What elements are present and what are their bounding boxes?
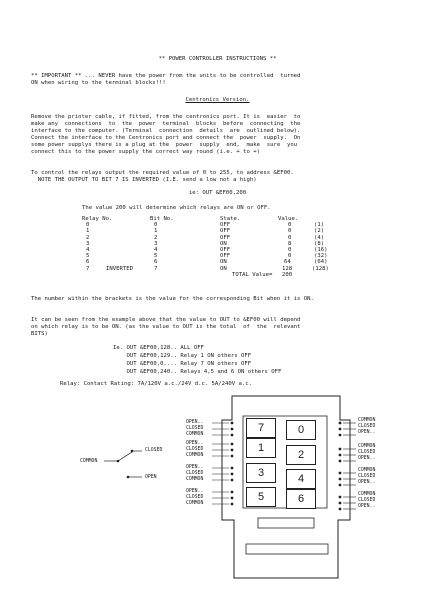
example-note-1: It can be seen from the example above that the value to OUT to &EF00 will depend	[31, 317, 301, 323]
bracket-note: The number within the brackets is the value for the corresponding Bit when it is ON.	[31, 296, 314, 302]
intro-line-4: Connect the interface to the Centronics port and connect the power supply. On	[31, 135, 301, 141]
cell-relay: 0	[86, 222, 90, 229]
example-1: Ie. OUT &EF00,128.. ALL OFF	[113, 345, 204, 351]
right-label-open: OPEN..	[358, 504, 376, 509]
cell-value: 0	[288, 253, 292, 260]
cell-note: INVERTED	[106, 265, 133, 272]
control-line-1: To control the relays output the required value of 0 to 255, to address &EF00.	[31, 170, 294, 176]
right-label-common: COMMON	[358, 468, 376, 473]
cell-bit: 7	[154, 265, 158, 272]
intro-line-1: Remove the printer cable, if fitted, from the centronics port. It is easier to	[31, 114, 301, 120]
switch-schematic	[104, 451, 142, 477]
example-command: ie: OUT &EF00,200	[188, 190, 247, 196]
header-bit: Bit No.	[150, 216, 174, 222]
cell-state: OFF	[220, 246, 231, 253]
connector-slot	[258, 518, 314, 528]
contact-rating: Relay: Contact Rating: 7A/120V a.c./24V d.c. 5A/240V a.c.	[60, 381, 252, 387]
intro-line-5: some power supplys there is a plug at the power supply end, make sure you	[31, 142, 298, 148]
cell-state: OFF	[220, 234, 231, 241]
cell-value: 0	[288, 228, 292, 235]
relay-0: 0	[286, 420, 316, 440]
example-3: OUT &EF00,0.... Relay 7 ON others OFF	[113, 361, 252, 367]
left-label-closed: CLOSED	[186, 426, 204, 431]
cell-weight: (32)	[314, 253, 328, 260]
total-value: 200	[282, 271, 293, 278]
cell-state: ON	[220, 265, 227, 272]
cell-weight: (1)	[314, 222, 325, 229]
right-label-common: COMMON	[358, 418, 376, 423]
switch-common-label: COMMON	[80, 459, 98, 464]
cell-value: 64	[284, 259, 291, 266]
switch-contacts	[117, 450, 134, 479]
relay-1: 1	[246, 438, 276, 458]
right-label-open: OPEN..	[358, 430, 376, 435]
cell-relay: 1	[86, 228, 90, 235]
cell-state: ON	[220, 240, 227, 247]
example-note-3: BITS)	[31, 331, 48, 337]
cell-relay: 6	[86, 259, 90, 266]
cell-state: OFF	[220, 228, 231, 235]
left-label-common: COMMON	[186, 477, 204, 482]
cell-bit: 6	[154, 259, 158, 266]
left-label-open: OPEN..	[186, 420, 204, 425]
cell-value: 8	[288, 240, 292, 247]
left-label-closed: CLOSED	[186, 447, 204, 452]
cell-bit: 4	[154, 246, 158, 253]
cell-weight: (16)	[314, 246, 328, 253]
intro-line-6: connect this to the power supply the correct way round (i.e. + to +)	[31, 149, 261, 155]
cell-bit: 3	[154, 240, 158, 247]
right-label-common: COMMON	[358, 492, 376, 497]
relay-4: 4	[286, 469, 316, 489]
right-label-open: OPEN..	[358, 456, 376, 461]
relay-3: 3	[246, 463, 276, 483]
switch-open-label: OPEN	[145, 475, 157, 480]
example-4: OUT &EF00,240.. Relays 4,5 and 6 ON others OFF	[113, 369, 282, 375]
header-relay: Relay No.	[82, 216, 113, 222]
header-value: Value.	[278, 216, 299, 222]
left-label-closed: CLOSED	[186, 471, 204, 476]
cell-state: ON	[220, 259, 227, 266]
example-2: OUT &EF00,129.. Relay 1 ON others OFF	[113, 353, 252, 359]
important-line-1: ** IMPORTANT ** ... NEVER have the power from the units to be controlled turned	[31, 73, 301, 79]
cell-weight: (64)	[314, 259, 328, 266]
right-label-closed: CLOSED	[358, 424, 376, 429]
cell-state: OFF	[220, 222, 231, 229]
cell-relay: 5	[86, 253, 90, 260]
important-line-2: ON when wiring to the terminal blocks!!!	[31, 80, 166, 86]
left-label-common: COMMON	[186, 432, 204, 437]
cell-value: 0	[288, 246, 292, 253]
header-state: State.	[220, 216, 241, 222]
right-label-closed: CLOSED	[358, 498, 376, 503]
left-label-open: OPEN..	[186, 489, 204, 494]
right-label-open: OPEN..	[358, 480, 376, 485]
right-label-common: COMMON	[358, 444, 376, 449]
relay-6: 6	[286, 489, 316, 509]
left-label-open: OPEN..	[186, 465, 204, 470]
switch-closed-label: CLOSED	[145, 448, 163, 453]
section-title: Centronics Version.	[185, 97, 250, 103]
total-label: TOTAL Value=	[232, 271, 273, 278]
cell-weight: (8)	[314, 240, 325, 247]
right-label-closed: CLOSED	[358, 474, 376, 479]
cell-value: 0	[288, 234, 292, 241]
cell-relay: 2	[86, 234, 90, 241]
cell-weight: (128)	[312, 265, 329, 272]
cell-value: 128	[282, 265, 293, 272]
cell-weight: (4)	[314, 234, 325, 241]
cell-weight: (2)	[314, 228, 325, 235]
left-label-common: COMMON	[186, 501, 204, 506]
left-terminals	[231, 422, 234, 506]
value-note: The value 200 will determine which relays are ON or OFF.	[82, 205, 271, 211]
cell-relay: 4	[86, 246, 90, 253]
right-terminals	[339, 422, 342, 511]
intro-line-3: interface to the computer. (Terminal connection details are outlined below).	[31, 128, 301, 134]
cell-value: 0	[288, 222, 292, 229]
relay-7: 7	[246, 418, 276, 438]
left-label-open: OPEN..	[186, 441, 204, 446]
cell-bit: 1	[154, 228, 158, 235]
left-arrows	[212, 423, 229, 504]
control-line-2: NOTE THE OUTPUT TO BIT 7 IS INVERTED (I.E. send a low not a high)	[31, 177, 257, 183]
relay-5: 5	[246, 487, 276, 507]
cell-relay: 3	[86, 240, 90, 247]
cell-bit: 0	[154, 222, 158, 229]
left-label-common: COMMON	[186, 453, 204, 458]
cell-relay: 7	[86, 265, 90, 272]
connector-slot	[246, 544, 328, 554]
cell-state: OFF	[220, 253, 231, 260]
relay-2: 2	[286, 445, 316, 465]
intro-line-2: make any connections to the power terminal blocks before connecting the	[31, 121, 301, 127]
cell-bit: 2	[154, 234, 158, 241]
example-note-2: on which relay is to be ON. (as the value to OUT is the total of the relevant	[31, 324, 301, 330]
cell-bit: 5	[154, 253, 158, 260]
page-title: ** POWER CONTROLLER INSTRUCTIONS **	[158, 56, 277, 62]
right-label-closed: CLOSED	[358, 450, 376, 455]
left-label-closed: CLOSED	[186, 495, 204, 500]
